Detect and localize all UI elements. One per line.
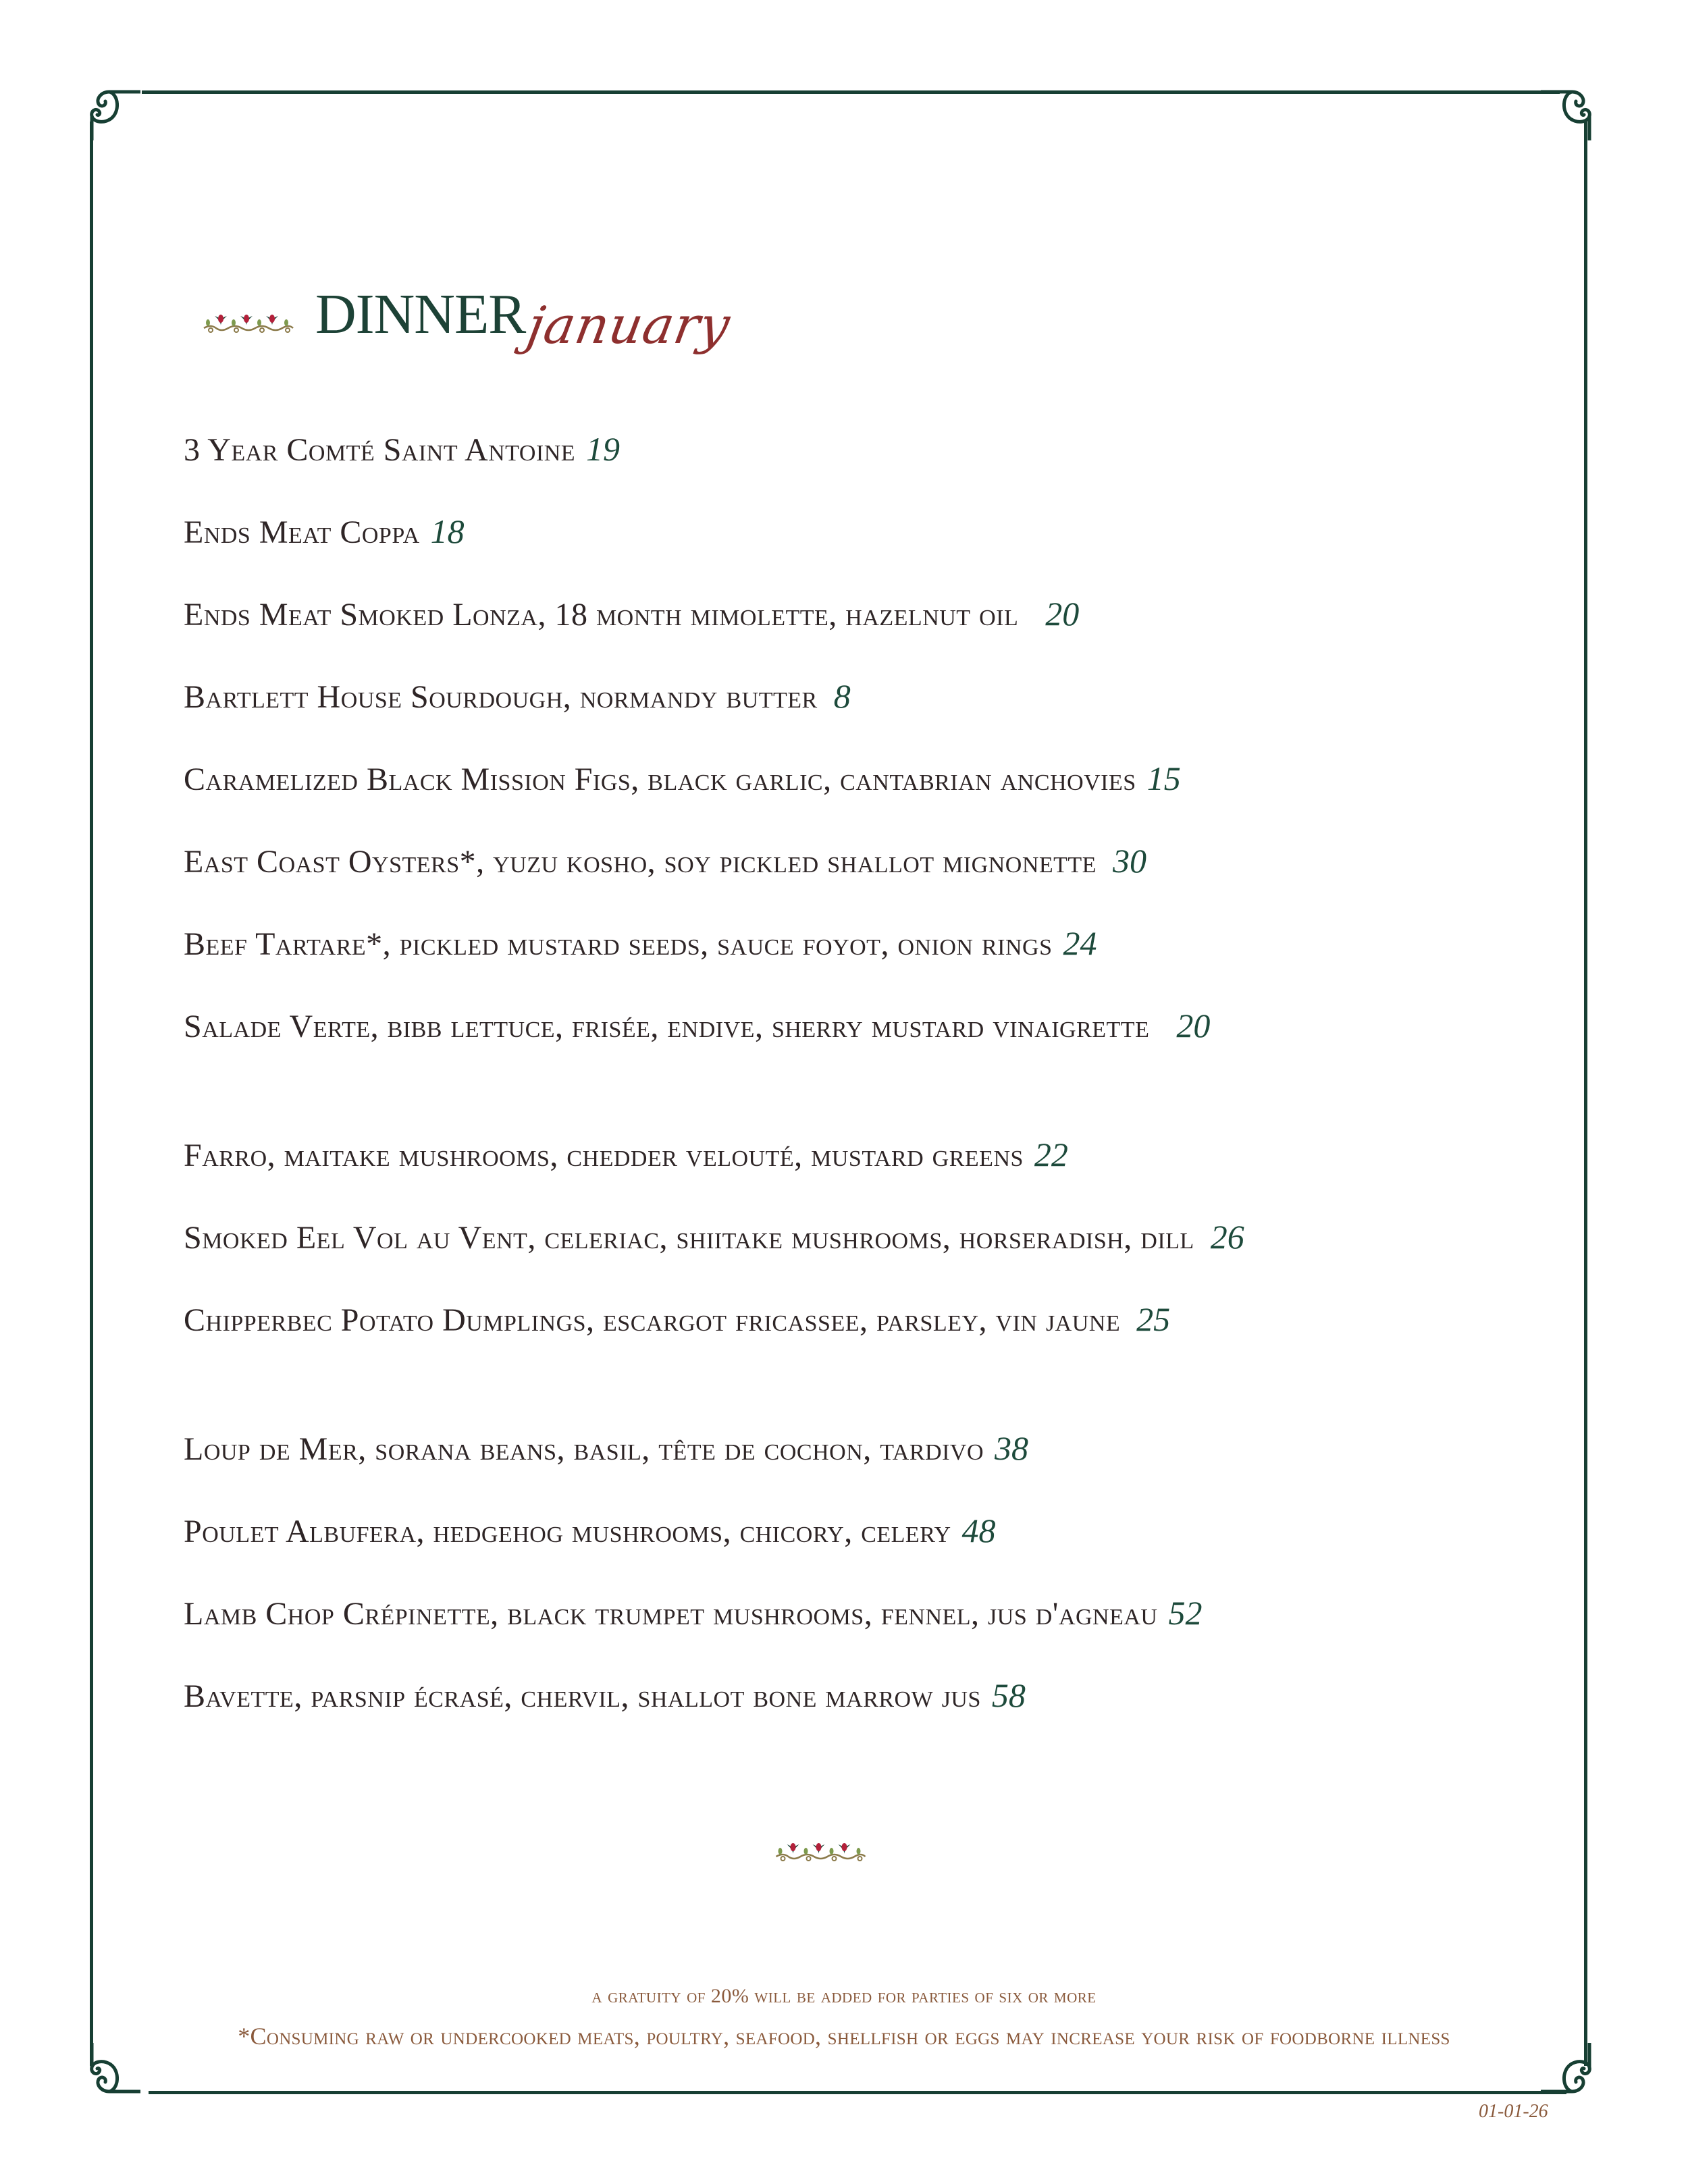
menu-item: [184, 1217, 1244, 1257]
item-name: Salade Verte, bibb lettuce, frisée, endive, sherry mustard vinaigrette: [184, 1009, 1150, 1044]
tulip-ornament-icon: [743, 1836, 898, 1863]
menu-item: [184, 1428, 1028, 1468]
item-price: 52: [1168, 1594, 1203, 1632]
item-name: Beef Tartare*, pickled mustard seeds, sauce foyot, onion rings: [184, 926, 1053, 962]
menu-month: january: [523, 295, 735, 355]
item-price: 19: [586, 430, 621, 468]
item-name: East Coast Oysters*, yuzu kosho, soy pickled shallot mignonette: [184, 844, 1097, 880]
item-price: 8: [833, 677, 851, 715]
item-name: Lamb Chop Crépinette, black trumpet mushrooms, fennel, jus d'agneau: [184, 1596, 1158, 1632]
item-price: 38: [995, 1429, 1029, 1467]
corner-scroll-icon: [86, 86, 140, 140]
item-price: 48: [961, 1512, 996, 1549]
frame-border-bottom: [149, 2091, 1566, 2094]
item-price: 30: [1112, 842, 1146, 880]
item-price: 20: [1176, 1007, 1211, 1044]
item-name: Caramelized Black Mission Figs, black garlic, cantabrian anchovies: [184, 762, 1136, 797]
menu-title: DINNER: [315, 283, 526, 346]
menu-item: [184, 1510, 996, 1551]
menu-header: [203, 277, 735, 355]
frame-border-top: [142, 90, 1560, 94]
item-name: Bavette, parsnip écrasé, chervil, shallot bone marrow jus: [184, 1678, 981, 1714]
item-price: 58: [991, 1676, 1026, 1714]
menu-item: [184, 841, 1146, 881]
item-name: Loup de Mer, sorana beans, basil, tête de cochon, tardivo: [184, 1431, 984, 1467]
menu-item: [184, 511, 465, 552]
menu-item: [184, 676, 851, 716]
menu-item: [184, 1299, 1170, 1339]
menu-item: [184, 1005, 1210, 1046]
corner-scroll-icon: [1541, 86, 1595, 140]
item-name: Ends Meat Smoked Lonza, 18 month mimolette, hazelnut oil: [184, 597, 1019, 633]
gratuity-notice: a gratuity of 20% will be added for parties of six or more: [591, 1985, 1097, 2007]
item-price: 26: [1210, 1218, 1244, 1256]
item-price: 18: [430, 512, 465, 550]
item-price: 15: [1146, 760, 1181, 797]
item-name: Bartlett House Sourdough, normandy butter: [184, 679, 818, 715]
item-name: Chipperbec Potato Dumplings, escargot fricassee, parsley, vin jaune: [184, 1302, 1121, 1338]
menu-item: [184, 923, 1097, 963]
menu-item: [184, 758, 1181, 799]
menu-item: [184, 1134, 1068, 1175]
item-name: 3 Year Comté Saint Antoine: [184, 432, 576, 468]
menu-item: [184, 593, 1079, 634]
frame-border-right: [1584, 122, 1587, 2066]
item-name: Poulet Albufera, hedgehog mushrooms, chicory, celery: [184, 1514, 951, 1549]
menu-item: [184, 1675, 1026, 1715]
item-name: Ends Meat Coppa: [184, 514, 420, 550]
food-safety-warning: *Consuming raw or undercooked meats, poultry, seafood, shellfish or eggs may increase your risk of foodborne illness: [238, 2023, 1450, 2050]
corner-scroll-icon: [1541, 2043, 1595, 2097]
corner-scroll-icon: [86, 2043, 140, 2097]
menu-item: [184, 1593, 1202, 1633]
item-name: Farro, maitake mushrooms, chedder velouté, mustard greens: [184, 1138, 1024, 1173]
menu-item: [184, 429, 620, 469]
frame-border-left: [90, 122, 93, 2066]
item-price: 24: [1063, 924, 1097, 962]
item-name: Smoked Eel Vol au Vent, celeriac, shiitake mushrooms, horseradish, dill: [184, 1220, 1194, 1256]
date-code: 01-01-26: [1479, 2101, 1548, 2122]
item-price: 22: [1034, 1136, 1068, 1173]
item-price: 25: [1136, 1300, 1171, 1338]
tulip-ornament-icon: [203, 308, 294, 335]
item-price: 20: [1045, 595, 1080, 633]
